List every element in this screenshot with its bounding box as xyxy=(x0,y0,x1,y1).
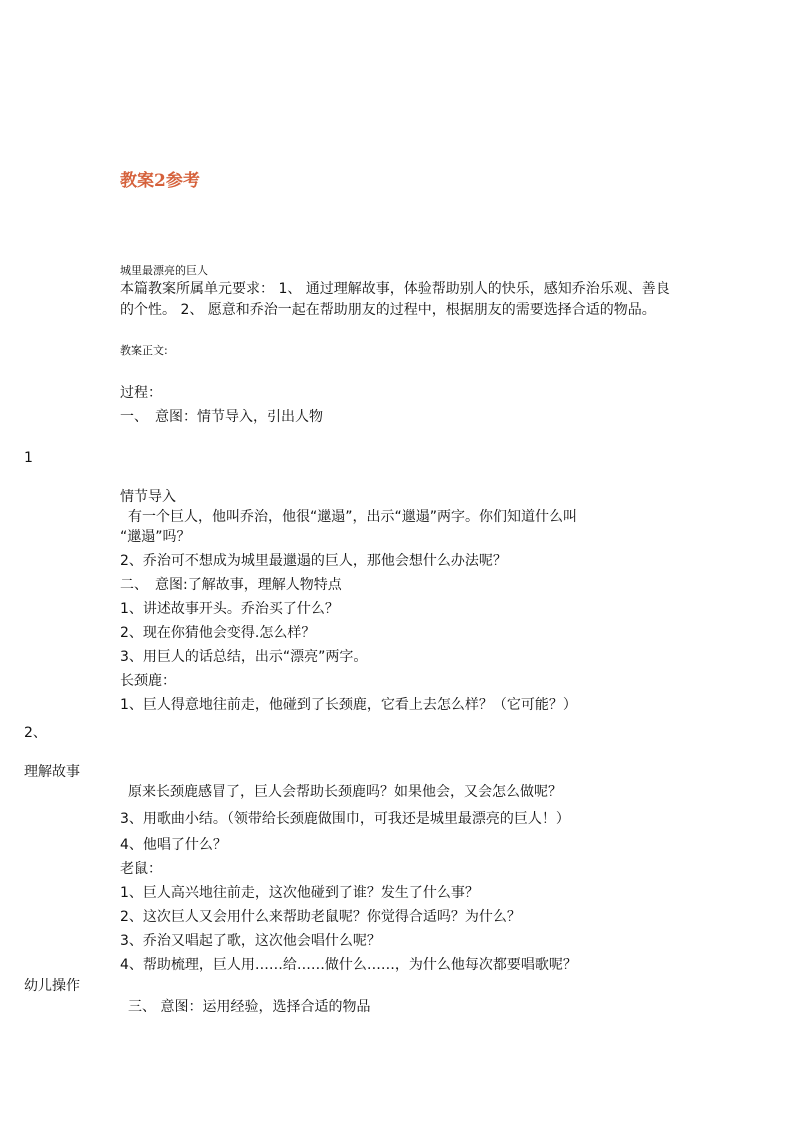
body-label: 教案正文: xyxy=(120,344,168,357)
requirements-line-1: 本篇教案所属单元要求： 1、 通过理解故事，体验帮助别人的快乐，感知乔治乐观、善良 xyxy=(120,281,670,297)
text-line: 4、帮助梳理，巨人用……给……做什么……，为什么他每次都要唱歌呢？ xyxy=(120,957,577,973)
requirements-line-2: 的个性。 2、 愿意和乔治一起在帮助朋友的过程中，根据朋友的需要选择合适的物品。 xyxy=(120,302,656,318)
text-line: “邋遢”吗？ xyxy=(120,529,191,545)
text-line: 2、现在你猜他会变得.怎么样？ xyxy=(120,625,316,641)
margin-label: 2、 xyxy=(24,725,47,741)
text-line: 4、他唱了什么？ xyxy=(120,837,227,853)
margin-label: 幼儿操作 xyxy=(24,978,80,994)
text-line: 老鼠： xyxy=(120,861,162,877)
text-line: 1、巨人高兴地往前走，这次他碰到了谁？发生了什么事？ xyxy=(120,885,479,901)
text-line: 3、用歌曲小结。（领带给长颈鹿做围巾，可我还是城里最漂亮的巨人！） xyxy=(120,811,570,827)
margin-label: 理解故事 xyxy=(24,764,80,780)
text-line: 2、乔治可不想成为城里最邋遢的巨人，那他会想什么办法呢？ xyxy=(120,553,507,569)
text-line: 1、讲述故事开头。乔治买了什么？ xyxy=(120,601,339,617)
text-line: 1、巨人得意地往前走，他碰到了长颈鹿，它看上去怎么样？（它可能？） xyxy=(120,697,577,713)
text-line: 2、这次巨人又会用什么来帮助老鼠呢？你觉得合适吗？为什么？ xyxy=(120,909,521,925)
text-line: 原来长颈鹿感冒了，巨人会帮助长颈鹿吗？如果他会，又会怎么做呢？ xyxy=(128,784,562,800)
text-line: 情节导入 xyxy=(120,489,176,505)
text-line: 3、乔治又唱起了歌，这次他会唱什么呢？ xyxy=(120,933,381,949)
text-line: 一、 意图：情节导入，引出人物 xyxy=(120,409,323,425)
lesson-name: 城里最漂亮的巨人 xyxy=(120,264,208,277)
text-line: 3、用巨人的话总结，出示“漂亮”两字。 xyxy=(120,649,368,665)
text-line: 有一个巨人，他叫乔治，他很“邋遢”，出示“邋遢”两字。你们知道什么叫 xyxy=(128,509,578,525)
text-line: 三、 意图：运用经验，选择合适的物品 xyxy=(128,999,371,1015)
text-line: 二、 意图:了解故事，理解人物特点 xyxy=(120,577,342,593)
page-title: 教案2参考 xyxy=(120,171,200,191)
text-line: 过程： xyxy=(120,385,162,401)
text-line: 长颈鹿： xyxy=(120,673,176,689)
margin-label: 1 xyxy=(24,450,33,466)
